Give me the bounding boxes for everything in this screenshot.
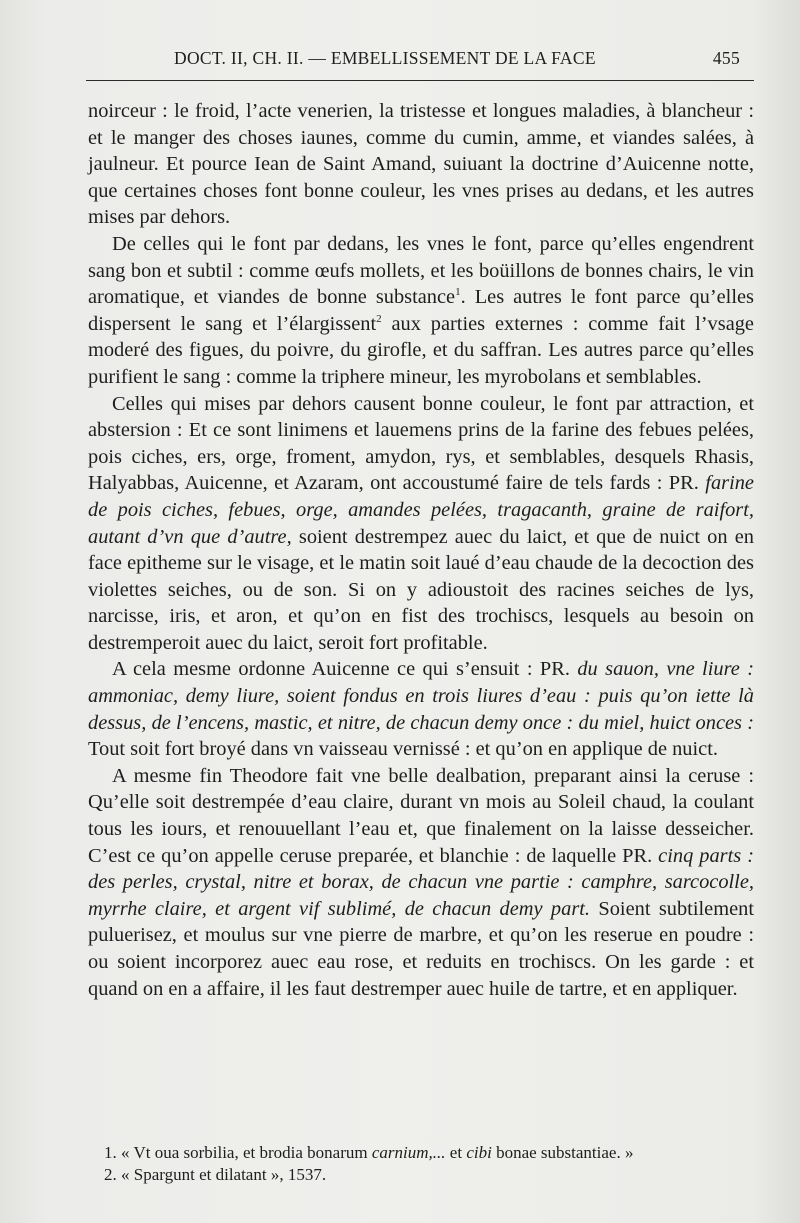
paragraph-5-text-a: A mesme fin Theodore fait vne belle dealbation, preparant ainsi la ceruse : Qu’elle soit destrempée d’eau claire, durant vn mois au Soleil chaud, la coulant tous les iours, et renouuellant l’eau et, que finalement on la laisse desseicher. C’est ce qu’on appelle ceruse preparée, et blanchie : de laquelle PR. [88, 764, 754, 867]
paragraph-5-recipe: cinq parts : des perles, crystal, nitre et borax, de chacun vne partie : camphre, sarcocolle, myrrhe claire, et argent vif sublimé, de chacun demy part. [88, 844, 754, 920]
footnote-1-number: 1. [104, 1143, 117, 1162]
paragraph-4 [88, 656, 754, 762]
paragraph-2-text-b: . Les autres le font parce qu’elles dispersent le sang et l’élargissent [88, 286, 754, 335]
paragraph-4-recipe: du sauon, vne liure : ammoniac, demy liure, soient fondus en trois liures d’eau : puis qu’on iette là dessus, de l’encens, mastic, et nitre, de chacun demy once : du miel, huict onces : [88, 658, 755, 734]
paragraph-3-text-a: Celles qui mises par dehors causent bonne couleur, le font par attraction, et abstersion : Et ce sont linimens et lauemens prins de la farine des febues pelées, pois ciches, ers, orge, froment, amydon, rys, et semblables, desquels Rhasis, Halyabbas, Auicenne, et Azaram, ont accoustumé faire de tels fards : PR. [88, 392, 754, 495]
footnote-ref-2[interactable]: 2 [376, 312, 382, 325]
paragraph-1 [88, 98, 754, 231]
paragraph-2 [88, 231, 754, 391]
paragraph-2-text-a: De celles qui le font par dedans, les vnes le font, parce qu’elles engendrent sang bon et subtil : comme œufs mollets, et les boüillons de bonnes chairs, le vin aromatique, et viandes de bonne substance [88, 232, 754, 309]
paragraph-3-text-b: soient destrempez auec du laict, et que de nuict on en face epitheme sur le visage, et le matin soit laué d’eau chaude de la decoction des violettes seiches, ou de son. Si on y adioustoit des racines seiches de lys, narcisse, iris, et aron, et qu’on en fist des trochiscs, lesquels au besoin on destremperoit auec du laict, seroit fort profitable. [88, 525, 754, 654]
paragraph-1-text: noirceur : le froid, l’acte venerien, la tristesse et longues maladies, à blancheur : et le manger des choses iaunes, comme du cumin, amme, et viandes salées, à jaulneur. Et pource Iean de Saint Amand, suiuant la doctrine d’Auicenne notte, que certaines choses font bonne couleur, les vnes prises au dedans, et les autres mises par dehors. [88, 100, 754, 229]
paragraph-5-text-b: Soient subtilement puluerisez, et moulus sur vne pierre de marbre, et qu’on les reserue en poudre : ou soient incorporez auec eau rose, et reduits en trochiscs. On les garde : et quand on en a affaire, il les faut destremper auec huile de tartre, et en appliquer. [88, 897, 754, 1000]
footnote-1-text-c: bonae substantiae. » [491, 1143, 634, 1162]
paragraph-3-recipe: farine de pois ciches, febues, orge, amandes pelées, tragacanth, graine de raifort, autant d’vn que d’autre, [88, 472, 754, 548]
paragraph-5 [88, 763, 754, 1002]
body-text [88, 98, 754, 1002]
footnote-1-text-b: et [445, 1143, 467, 1162]
footnote-1-italic-a: carnium,... [371, 1143, 446, 1162]
footnote-1-text-a: « Vt oua sorbilia, et brodia bonarum [121, 1143, 372, 1162]
paragraph-4-text-a: A cela mesme ordonne Auicenne ce qui s’ensuit : PR. [112, 658, 578, 681]
footnote-2 [104, 1164, 754, 1186]
footnote-1-italic-b: cibi [466, 1143, 492, 1162]
footnote-2-text: « Spargunt et dilatant », 1537. [121, 1164, 327, 1184]
paragraph-2-text-c: aux parties externes : comme fait l’vsage moderé des figues, du poivre, du girofle, et du saffran. Les autres parce qu’elles purifient le sang : comme la triphere mineur, les myrobolans et semblables. [88, 312, 754, 388]
paragraph-4-text-b: Tout soit fort broyé dans vn vaisseau vernissé : et qu’on en applique de nuict. [88, 738, 718, 761]
paragraph-3 [88, 391, 754, 657]
footnote-ref-1[interactable]: 1 [455, 286, 461, 299]
footnotes [104, 1142, 754, 1185]
footnote-2-number: 2. [104, 1164, 117, 1184]
page-number: 455 [712, 48, 740, 68]
footnote-1 [104, 1142, 754, 1164]
running-title: DOCT. II, CH. II. — EMBELLISSEMENT DE LA FACE [174, 48, 596, 68]
header-rule [86, 80, 754, 81]
page-header [86, 46, 754, 72]
